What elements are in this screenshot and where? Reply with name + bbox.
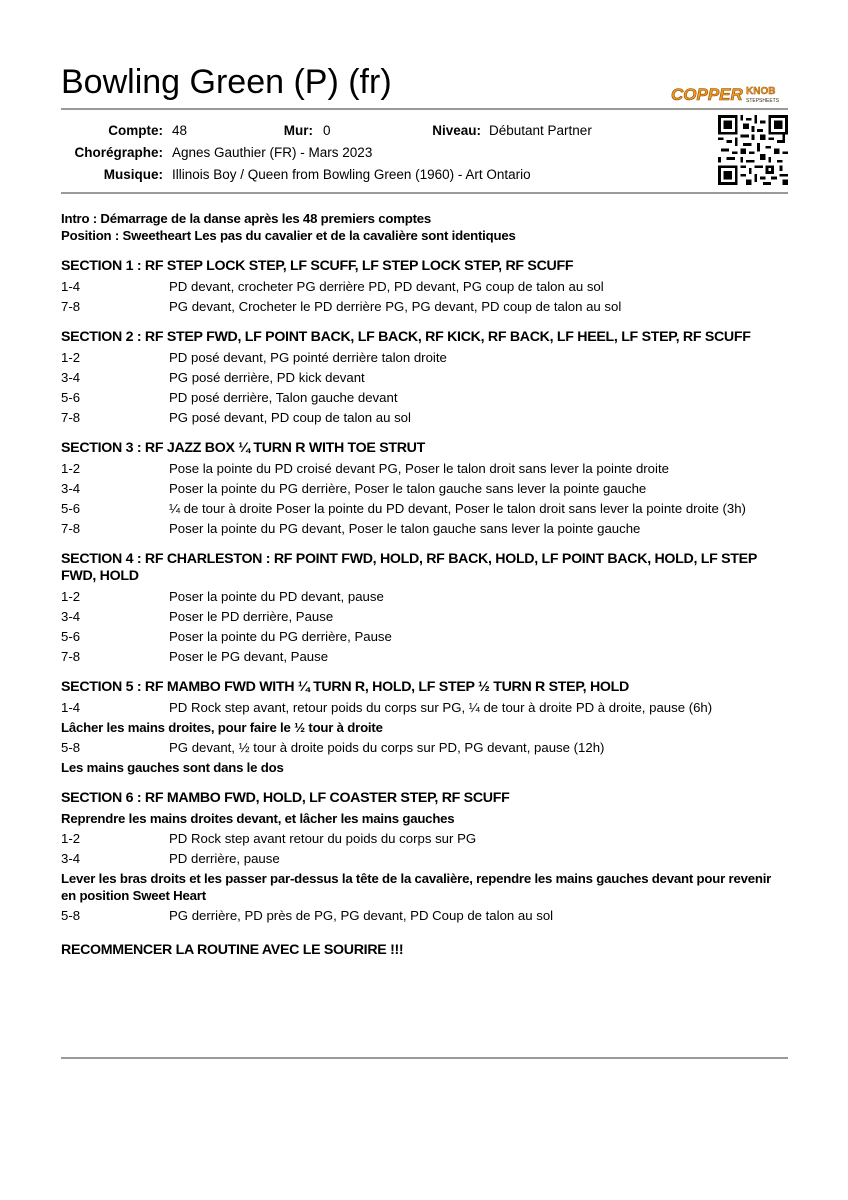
section-note: Lever les bras droits et les passer par-dessus la tête de la cavalière, rependre les mains gauches devant pour revenir en position Sweet Heart: [61, 871, 772, 903]
niveau-value: Débutant Partner: [489, 123, 592, 138]
step-row: [61, 480, 788, 497]
header-divider: [61, 108, 788, 110]
section-title: SECTION 5 : RF MAMBO FWD WITH ¼ TURN R, HOLD, LF STEP ½ TURN R STEP, HOLD: [61, 679, 629, 695]
step-description: Poser la pointe du PG derrière, Pause: [169, 629, 392, 644]
step-description: Poser la pointe du PD devant, pause: [169, 589, 384, 604]
step-count: 1-2: [61, 831, 81, 846]
step-row: [61, 520, 788, 537]
section-title: SECTION 4 : RF CHARLESTON : RF POINT FWD, HOLD, RF BACK, HOLD, LF POINT BACK, HOLD, LF STEP FWD, HOLD: [61, 551, 757, 584]
step-description: PG posé devant, PD coup de talon au sol: [169, 410, 411, 425]
logo-main-text: COPPER: [671, 85, 743, 104]
musique-value: Illinois Boy / Queen from Bowling Green (1960) - Art Ontario: [172, 167, 531, 182]
mur-value: 0: [323, 123, 331, 138]
position-line: Position : Sweetheart Les pas du cavalier et de la cavalière sont identiques: [61, 228, 516, 243]
musique-label: Musique:: [103, 167, 163, 182]
step-description: PG devant, ½ tour à droite poids du corps sur PD, PG devant, pause (12h): [169, 740, 605, 755]
section-title: SECTION 6 : RF MAMBO FWD, HOLD, LF COASTER STEP, RF SCUFF: [61, 790, 510, 806]
step-count: 3-4: [61, 851, 81, 866]
step-description: Pose la pointe du PD croisé devant PG, Poser le talon droit sans lever la pointe droite: [169, 461, 669, 476]
qr-code-icon: [718, 115, 788, 185]
step-row: [61, 608, 788, 625]
sections-container: [61, 258, 788, 924]
step-count: 7-8: [61, 521, 81, 536]
step-count: 1-2: [61, 350, 81, 365]
step-count: 1-4: [61, 700, 81, 715]
step-description: PD Rock step avant retour du poids du corps sur PG: [169, 831, 477, 846]
compte-label: Compte:: [108, 123, 163, 138]
section-1: [61, 258, 788, 315]
step-description: PD devant, crocheter PG derrière PD, PD devant, PG coup de talon au sol: [169, 279, 604, 294]
step-row: [61, 349, 788, 366]
step-count: 1-2: [61, 461, 81, 476]
section-2: [61, 329, 788, 426]
step-description: PD Rock step avant, retour poids du corps sur PG, ¼ de tour à droite PD à droite, pause (6h): [169, 700, 713, 715]
step-row: [61, 278, 788, 295]
step-row: [61, 739, 788, 756]
step-description: PD derrière, pause: [169, 851, 280, 866]
page-title: Bowling Green (P) (fr): [61, 63, 392, 101]
step-description: PG posé derrière, PD kick devant: [169, 370, 365, 385]
step-count: 1-4: [61, 279, 81, 294]
step-description: PD posé devant, PG pointé derrière talon droite: [169, 350, 447, 365]
step-description: Poser le PG devant, Pause: [169, 649, 329, 664]
step-count: 3-4: [61, 370, 81, 385]
section-note: Les mains gauches sont dans le dos: [61, 760, 284, 775]
step-description: Poser la pointe du PG derrière, Poser le talon gauche sans lever la pointe gauche: [169, 481, 647, 496]
stepsheet-body: [61, 210, 788, 958]
step-count: 3-4: [61, 609, 81, 624]
step-count: 5-8: [61, 740, 81, 755]
step-count: 5-6: [61, 390, 81, 405]
niveau-label: Niveau:: [432, 123, 481, 138]
step-row: [61, 389, 788, 406]
section-4: [61, 551, 788, 665]
section-title: SECTION 1 : RF STEP LOCK STEP, LF SCUFF, LF STEP LOCK STEP, RF SCUFF: [61, 258, 574, 274]
step-row: [61, 648, 788, 665]
mur-label: Mur:: [283, 123, 313, 138]
step-row: [61, 628, 788, 645]
section-note: Lâcher les mains droites, pour faire le ½ tour à droite: [61, 720, 383, 735]
closing-line: RECOMMENCER LA ROUTINE AVEC LE SOURIRE !!!: [61, 942, 404, 958]
step-description: PD posé derrière, Talon gauche devant: [169, 390, 398, 405]
step-row: [61, 369, 788, 386]
step-count: 5-8: [61, 908, 81, 923]
logo-tagline: STEPSHEETS: [746, 98, 780, 104]
section-6: [61, 790, 788, 924]
choregraphe-value: Agnes Gauthier (FR) - Mars 2023: [172, 145, 373, 160]
step-count: 5-6: [61, 629, 81, 644]
step-count: 5-6: [61, 501, 81, 516]
step-row: [61, 298, 788, 315]
step-row: [61, 500, 788, 517]
section-title: SECTION 2 : RF STEP FWD, LF POINT BACK, LF BACK, RF KICK, RF BACK, LF HEEL, LF STEP, RF SCUFF: [61, 329, 751, 345]
section-5: [61, 679, 788, 776]
logo-sub-text: KNOB: [746, 86, 776, 97]
step-row: [61, 460, 788, 477]
step-description: ¼ de tour à droite Poser la pointe du PD devant, Poser le talon droit sans lever la pointe droite (3h): [169, 501, 746, 516]
info-divider: [61, 192, 788, 194]
step-count: 1-2: [61, 589, 81, 604]
compte-value: 48: [172, 123, 188, 138]
step-row: [61, 830, 788, 847]
step-description: Poser le PD derrière, Pause: [169, 609, 334, 624]
step-description: Poser la pointe du PG devant, Poser le talon gauche sans lever la pointe gauche: [169, 521, 641, 536]
step-count: 7-8: [61, 410, 81, 425]
intro-line: Intro : Démarrage de la danse après les 48 premiers comptes: [61, 211, 432, 226]
step-row: [61, 907, 788, 924]
step-row: [61, 409, 788, 426]
section-title: SECTION 3 : RF JAZZ BOX ¼ TURN R WITH TOE STRUT: [61, 440, 425, 456]
choregraphe-label: Chorégraphe:: [74, 145, 163, 160]
step-row: [61, 699, 788, 716]
step-row: [61, 850, 788, 867]
footer-divider: [61, 1057, 788, 1059]
step-count: 3-4: [61, 481, 81, 496]
step-row: [61, 588, 788, 605]
section-3: [61, 440, 788, 537]
step-count: 7-8: [61, 649, 81, 664]
step-description: PG derrière, PD près de PG, PG devant, PD Coup de talon au sol: [169, 908, 554, 923]
step-count: 7-8: [61, 299, 81, 314]
copperknob-logo: [671, 83, 788, 105]
section-note: Reprendre les mains droites devant, et lâcher les mains gauches: [61, 811, 455, 826]
step-description: PG devant, Crocheter le PD derrière PG, PG devant, PD coup de talon au sol: [169, 299, 622, 314]
